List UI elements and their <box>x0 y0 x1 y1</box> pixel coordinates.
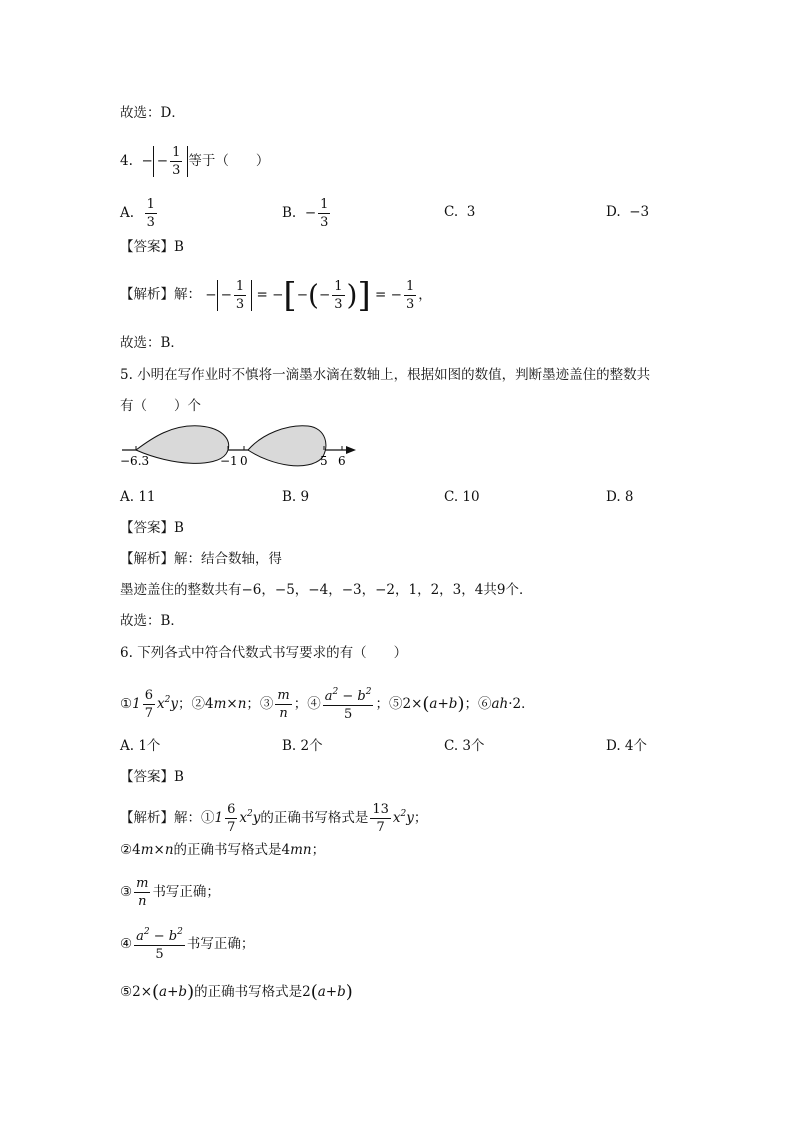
q5-option-a[interactable]: A. 11 <box>120 489 156 505</box>
q5-stem-line2: 有（ ）个 <box>120 398 201 414</box>
ink-blot-left <box>136 426 229 464</box>
q5-option-d[interactable]: D. 8 <box>606 489 634 505</box>
q6-option-c[interactable]: C. 3个 <box>444 738 485 754</box>
number-line-figure <box>112 420 362 470</box>
label-a: −6.3 <box>120 454 150 468</box>
q4-option-a[interactable]: A. $\frac{1}{3}$ <box>120 197 155 230</box>
q6-analysis-1: 【解析】解：①1 $\frac{6}{7}$ $x^2y$的正确书写格式是 $\frac{13}{7}$ $x^2y$； <box>120 802 428 835</box>
q4-answer: 【答案】B <box>120 239 184 255</box>
q4-analysis: 【解析】解： − − $\frac{1}{3}$ = −[−(− $\frac{1}{3}$ )] = − $\frac{1}{3}$ ， <box>120 275 432 315</box>
q4-option-b[interactable]: B. − $\frac{1}{3}$ <box>282 197 329 230</box>
q6-answer: 【答案】B <box>120 769 184 785</box>
q6-analysis-3: ③ $\frac{m}{n}$ 书写正确； <box>120 876 220 909</box>
q4-choice: 故选：B． <box>120 335 184 351</box>
label-e: 6 <box>338 454 346 468</box>
label-b: −1 <box>220 454 238 468</box>
q6-analysis-2: ②4m×n的正确书写格式是4mn； <box>120 842 326 858</box>
q5-answer: 【答案】B <box>120 520 184 536</box>
axis-arrow-icon <box>346 446 356 454</box>
q4-analysis-expression: − − $\frac{1}{3}$ = −[−(− $\frac{1}{3}$ )] = − $\frac{1}{3}$ ， <box>205 275 432 315</box>
q6-analysis-5: ⑤2×(a+b)的正确书写格式是2(a+b) <box>120 981 353 1003</box>
q5-stem-line1: 5. 小明在写作业时不慎将一滴墨水滴在数轴上，根据如图的数值，判断墨迹盖住的整数共 <box>120 367 651 383</box>
q4-stem: 4. − − $\frac{1}{3}$ 等于（ ） <box>120 145 270 178</box>
label-c: 0 <box>240 454 248 468</box>
q4-expression: − − $\frac{1}{3}$ <box>141 153 188 169</box>
ink-blot-right <box>248 426 326 466</box>
q6-option-d[interactable]: D. 4个 <box>606 738 648 754</box>
q5-option-b[interactable]: B. 9 <box>282 489 310 505</box>
q6-stem: 6. 下列各式中符合代数式书写要求的有（ ） <box>120 645 408 661</box>
q6-option-b[interactable]: B. 2个 <box>282 738 323 754</box>
q5-option-c[interactable]: C. 10 <box>444 489 480 505</box>
q6-option-a[interactable]: A. 1个 <box>120 738 161 754</box>
q4-option-c[interactable]: C. 3 <box>444 204 476 220</box>
q4-option-d[interactable]: D. −3 <box>606 204 650 220</box>
q5-choice: 故选：B． <box>120 613 184 629</box>
prev-choice: 故选：D． <box>120 105 185 121</box>
label-d: 5 <box>320 454 328 468</box>
q5-analysis-line2: 墨迹盖住的整数共有−6，−5，−4，−3，−2，1，2，3，4共9个． <box>120 582 533 598</box>
q5-analysis-line1: 【解析】解：结合数轴，得 <box>120 551 282 567</box>
q6-expressions: ①1 $\frac{6}{7}$ $x^2y$；②4m×n；③ $\frac{m}{n}$ ；④ $\frac{a^2 - b^2}{5}$ ；⑤2×(a+b)；⑥ah·2． <box>120 687 535 722</box>
q6-analysis-4: ④ $\frac{a^2 - b^2}{5}$ 书写正确； <box>120 927 255 962</box>
